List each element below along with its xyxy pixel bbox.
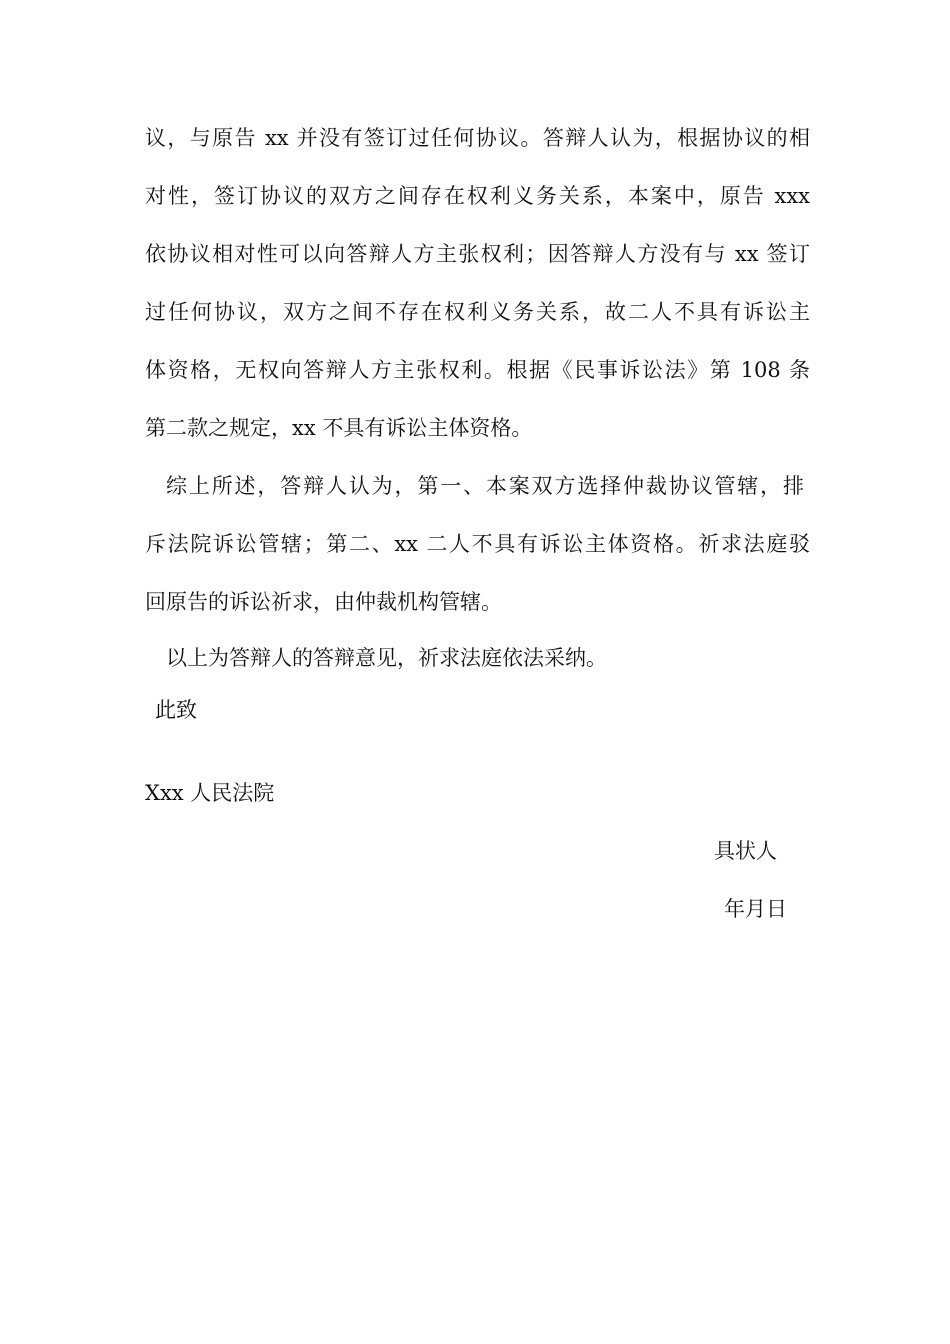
para3: 以上为答辩人的答辩意见，祈求法庭依法采纳。 [166, 646, 607, 670]
para1-line-6: 第二款之规定，xx 不具有诉讼主体资格。 [145, 416, 533, 440]
para1-line-5: 体资格，无权向答辩人方主张权利。根据《民事诉讼法》第 108 条 [145, 358, 810, 382]
para1-line-3: 依协议相对性可以向答辩人方主张权利；因答辩人方没有与 xx 签订 [145, 242, 810, 266]
para1-line-4: 过任何协议，双方之间不存在权利义务关系，故二人不具有诉讼主 [145, 300, 810, 324]
para2-line-1: 综上所述，答辩人认为，第一、本案双方选择仲裁协议管辖，排 [166, 474, 804, 498]
recipient-court: Xxx 人民法院 [145, 781, 275, 805]
para1-line-2: 对性，签订协议的双方之间存在权利义务关系，本案中，原告 xxx [145, 184, 810, 208]
date-label: 年月日 [724, 897, 787, 921]
para2-line-3: 回原告的诉讼祈求，由仲裁机构管辖。 [145, 590, 502, 614]
para2-line-2: 斥法院诉讼管辖；第二、xx 二人不具有诉讼主体资格。祈求法庭驳 [145, 532, 810, 556]
para1-line-1: 议，与原告 xx 并没有签订过任何协议。答辩人认为，根据协议的相 [145, 126, 810, 150]
closing-salutation: 此致 [155, 698, 197, 722]
signer-label: 具状人 [714, 839, 777, 863]
